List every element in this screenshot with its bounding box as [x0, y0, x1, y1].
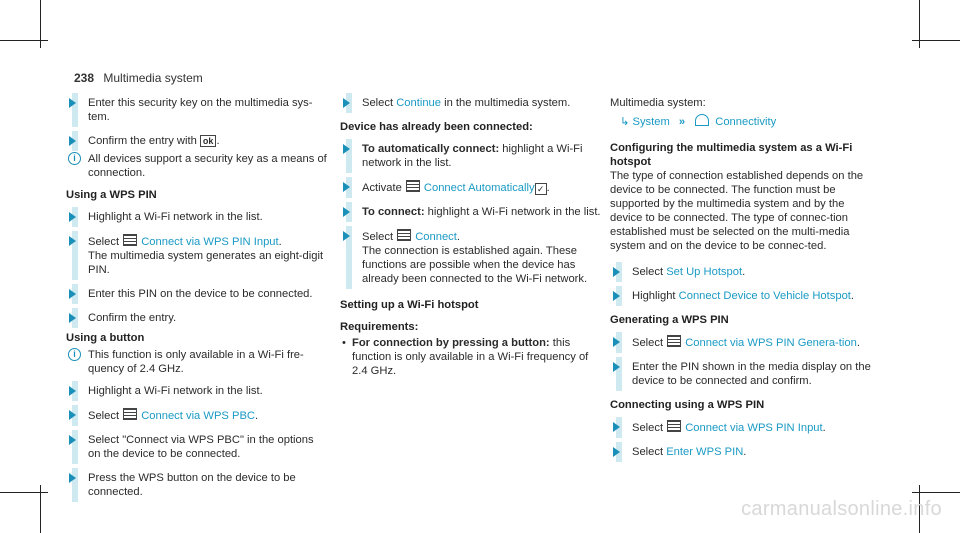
step: Select Connect via WPS PIN Input. The multimedia system generates an eight-digit PIN. [66, 234, 328, 277]
step: Select Set Up Hotspot. [610, 265, 872, 279]
arrow-icon [613, 447, 620, 457]
arrow-icon [343, 231, 350, 241]
link-continue[interactable]: Continue [396, 97, 441, 109]
crop-mark [0, 40, 48, 41]
menu-icon [123, 234, 137, 246]
arrow-icon [613, 362, 620, 372]
arrow-icon [69, 98, 76, 108]
heading-configure-hotspot: Configuring the multimedia system as a Wi-Fi hotspot [610, 142, 853, 168]
step: Highlight a Wi-Fi network in the list. [66, 210, 328, 224]
link-connect[interactable]: Connect [415, 231, 457, 243]
requirements-label: Requirements: [340, 321, 419, 333]
checkbox-icon[interactable]: ✓ [535, 183, 547, 195]
step: Select Enter WPS PIN. [610, 445, 872, 459]
path-system[interactable]: System [632, 116, 670, 128]
double-chevron-icon: » [678, 116, 686, 128]
step: Select Connect via WPS PBC. [66, 408, 328, 423]
link-wps-pin-generation[interactable]: Connect via WPS PIN Genera-tion [685, 337, 857, 349]
ok-key-icon: ok [200, 135, 217, 147]
menu-icon [667, 420, 681, 432]
step: Enter this PIN on the device to be connected. [66, 287, 328, 301]
arrow-icon [69, 473, 76, 483]
wifi-icon [695, 114, 709, 126]
link-connect-wps-pbc[interactable]: Connect via WPS PBC [141, 410, 255, 422]
arrow-icon [343, 98, 350, 108]
return-arrow-icon: ↳ [620, 116, 630, 128]
menu-icon [406, 180, 420, 192]
menu-icon [123, 408, 137, 420]
path-connectivity[interactable]: Connectivity [715, 116, 777, 128]
link-connect-device-hotspot[interactable]: Connect Device to Vehicle Hotspot [678, 290, 851, 302]
menu-icon [667, 335, 681, 347]
list-item: • For connection by pressing a button: this function is only available in a Wi-Fi frequency of 2.4 GHz. [340, 336, 602, 378]
paragraph: The type of connection established depends on the device to be connected. The function must be supported by the multimedia system and by the device to be connected. The type of connec-tion established must be selected on the multi-media system and on the device to be connec-ted. [610, 170, 864, 252]
arrow-icon [69, 212, 76, 222]
heading-using-wps-pin: Using a WPS PIN [66, 189, 157, 201]
step: Select Connect via WPS PIN Genera-tion. [610, 335, 872, 350]
arrow-icon [613, 422, 620, 432]
arrow-icon [69, 386, 76, 396]
step: Select "Connect via WPS PBC" in the options on the device to be connected. [66, 433, 328, 461]
arrow-icon [343, 182, 350, 192]
arrow-icon [69, 410, 76, 420]
page-header [74, 71, 203, 85]
step: Enter this security key on the multimedia sys-tem. [66, 96, 328, 124]
heading-already-connected: Device has already been connected: [340, 121, 533, 133]
arrow-icon [69, 236, 76, 246]
step: Press the WPS button on the device to be connected. [66, 471, 328, 499]
heading-using-button: Using a button [66, 332, 145, 344]
page-number: 238 [74, 71, 95, 85]
info-note: i All devices support a security key as a means of connection. [66, 152, 328, 180]
crop-mark [912, 492, 960, 493]
arrow-icon [69, 289, 76, 299]
info-icon: i [68, 152, 81, 165]
arrow-icon [69, 313, 76, 323]
link-wps-pin-input[interactable]: Connect via WPS PIN Input [685, 422, 823, 434]
arrow-icon [343, 207, 350, 217]
step: Select Connect. The connection is established again. These functions are possible when the device has already been connected to the Wi-Fi network. [340, 229, 602, 286]
arrow-icon [69, 435, 76, 445]
menu-path-intro: Multimedia system: [610, 97, 706, 109]
step: Highlight a Wi-Fi network in the list. [66, 384, 328, 398]
arrow-icon [613, 267, 620, 277]
link-enter-wps-pin[interactable]: Enter WPS PIN [666, 446, 744, 458]
step: Select Continue in the multimedia system. [340, 96, 602, 110]
menu-icon [397, 229, 411, 241]
step: Confirm the entry. [66, 311, 328, 325]
link-connect-automatically[interactable]: Connect Automatically [423, 182, 535, 194]
crop-mark [912, 40, 960, 41]
step: Confirm the entry with ok . [66, 134, 328, 148]
step: Highlight Connect Device to Vehicle Hotspot. [610, 289, 872, 303]
step: Activate Connect Automatically ✓ . [340, 180, 602, 195]
info-note: i This function is only available in a Wi-Fi fre-quency of 2.4 GHz. [66, 348, 328, 376]
section-title: Multimedia system [103, 71, 203, 85]
arrow-icon [69, 136, 76, 146]
arrow-icon [343, 144, 350, 154]
menu-path [620, 114, 872, 129]
step: Enter the PIN shown in the media display on the device to be connected and confirm. [610, 360, 872, 388]
watermark: carmanualsonline.info [741, 498, 942, 520]
column-3 [610, 96, 872, 469]
heading-connecting-wps-pin: Connecting using a WPS PIN [610, 399, 765, 411]
column-2 [340, 96, 602, 384]
step: To automatically connect: highlight a Wi-Fi network in the list. [340, 142, 602, 170]
info-icon: i [68, 348, 81, 361]
link-set-up-hotspot[interactable]: Set Up Hotspot [666, 266, 743, 278]
arrow-icon [613, 291, 620, 301]
column-1 [66, 96, 328, 509]
link-connect-wps-pin-input[interactable]: Connect via WPS PIN Input [141, 236, 279, 248]
step: To connect: highlight a Wi-Fi network in the list. [340, 205, 602, 219]
arrow-icon [613, 337, 620, 347]
heading-wifi-hotspot: Setting up a Wi-Fi hotspot [340, 299, 479, 311]
crop-mark [0, 492, 48, 493]
step: Select Connect via WPS PIN Input. [610, 420, 872, 435]
heading-generating-wps-pin: Generating a WPS PIN [610, 314, 729, 326]
